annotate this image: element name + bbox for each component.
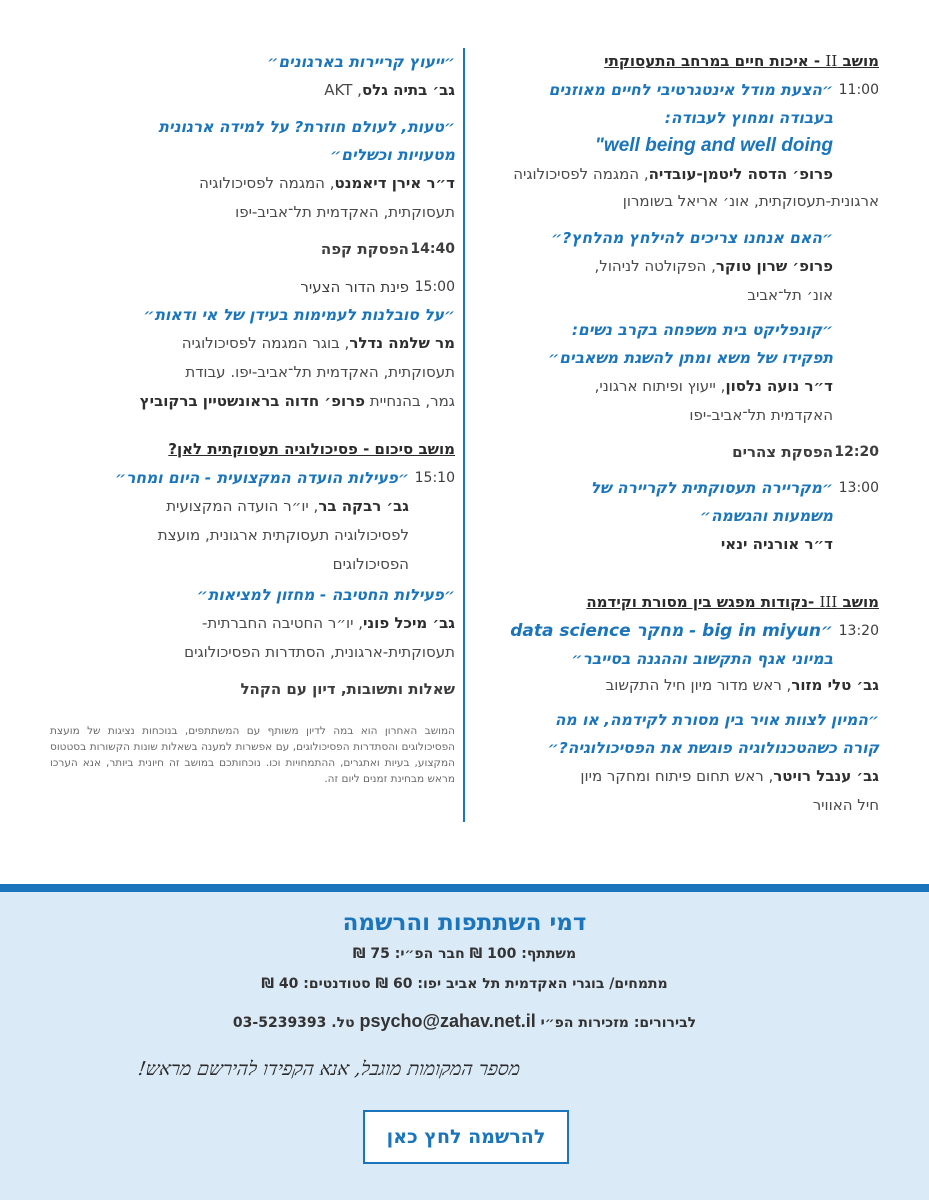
session-2-heading: מושב II - איכות חיים במרחב התעסוקתי [604, 52, 879, 70]
talk-11-speaker: גב׳ מיכל פוני, יו״ר החטיבה החברתית- [201, 614, 455, 632]
talk-1-title-line1: ״הצעת מודל אינטגרטיבי לחיים מאוזנים [548, 81, 833, 99]
session-3-heading: מושב III -נקודות מפגש בין מסורת וקידמה [586, 593, 879, 611]
talk-8 [50, 113, 455, 227]
talk-3-speaker: ד״ר נועה נלסון, ייעוץ ופיתוח ארגוני, [594, 377, 833, 395]
talk-5-speaker: גב׳ טלי מזור, ראש מדור מיון חיל התקשוב [605, 676, 879, 694]
talk-3-title-line2: תפקידו של משא ומתן להשגת משאבים״ [548, 349, 833, 367]
register-button[interactable]: להרשמה לחץ כאן [363, 1110, 569, 1164]
talk-6-affiliation: חיל האוויר [812, 796, 879, 814]
talk-4-title-line1: ״מקריירה תעסוקתית לקריירה של [590, 479, 833, 497]
talk-5-time: 13:20 [838, 623, 879, 639]
talk-1-time: 11:00 [838, 82, 879, 98]
talk-10-speaker: גב׳ רבקה בר, יו״ר הועדה המקצועית [166, 497, 409, 515]
talk-2-speaker: פרופ׳ שרון טוקר, הפקולטה לניהול, [594, 257, 833, 275]
talk-7-speaker: גב׳ בתיה גלס, AKT [324, 81, 455, 99]
talk-8-title-line1: ״טעות, לעולם חוזרת? על למידה ארגונית [158, 118, 455, 136]
talk-3-title-line1: ״קונפליקט בית משפחה בקרב נשים: [571, 321, 833, 339]
talk-7-title: ״ייעוץ קריירות בארגונים״ [267, 53, 455, 71]
talk-8-speaker: ד״ר אירן דיאמנט, המגמה לפסיכולוגיה [199, 174, 455, 192]
qa-label: שאלות ותשובות, דיון עם הקהל [240, 680, 455, 698]
lunch-label: הפסקת צהרים [732, 443, 833, 461]
talk-5-title-line1: ״big in miyun - מחקר data science [510, 621, 833, 641]
talk-6-title-line1: ״המיון לצוות אויר בין מסורת לקידמה, או מה [554, 711, 879, 729]
talk-5 [459, 617, 879, 673]
young-time: 15:00 [414, 279, 455, 295]
talk-10-title: ״פעילות הועדה המקצועית - היום ומחר״ [115, 469, 409, 487]
talk-10-affiliation: לפסיכולוגיה תעסוקתית ארגונית, מועצת [157, 526, 409, 544]
talk-4-speaker: ד״ר אורניה ינאי [720, 535, 833, 553]
talk-9-title: ״על סובלנות לעמימות בעידן של אי ודאות״ [143, 306, 455, 324]
talk-6-title-line2: קורה כשהטכנולוגיה פוגשת את הפסיכולוגיה?״ [547, 739, 879, 757]
left-column [50, 48, 455, 787]
talk-1-title-english: well being and well doing" [594, 135, 833, 156]
talk-1-speaker-affiliation: ארגונית-תעסוקתית, אונ׳ אריאל בשומרון [622, 192, 879, 210]
talk-10-time: 15:10 [414, 470, 455, 486]
talk-7 [50, 48, 455, 105]
talk-2 [459, 224, 833, 310]
talk-4-time: 13:00 [838, 480, 879, 496]
fees-title: דמי השתתפות והרשמה [342, 910, 587, 936]
talk-8-affiliation: תעסוקתית, האקדמית תל־אביב-יפו [235, 203, 455, 221]
column-divider [463, 48, 465, 822]
talk-1-title-line2: בעבודה ומחוץ לעבודה: [664, 109, 833, 127]
contact-phone: טל. 03-5239393 [232, 1015, 360, 1031]
talk-4 [459, 474, 879, 559]
summary-note: המושב האחרון הוא במה לדיון משותף עם המשתתפים, בנוכחות נציגות של מועצת הפסיכולוגים והסתדרות הפסיכולוגים, עם אפשרות למענה בשאלות שונות הקשורות בסטטוס המקצוע, בעיות ואתגרים, ההתמחויות וכו. נוכחותכם במושב זה חיונית ביותר, אנא הערכו מראש מבחינת זמנים ליום זה. [50, 725, 455, 785]
talk-3-affiliation: האקדמית תל־אביב-יפו [689, 406, 833, 424]
talk-9 [50, 301, 455, 416]
contact-line [0, 1011, 929, 1032]
talk-6-speaker: גב׳ ענבל רויטר, ראש תחום פיתוח ומחקר מיון [580, 767, 879, 785]
young-generation [50, 273, 455, 301]
lunch-time: 12:20 [834, 444, 879, 460]
talk-11 [50, 581, 455, 667]
talk-3 [459, 316, 833, 430]
talk-10-affiliation-2: הפסיכולוגים [332, 555, 409, 573]
fees-line-1: משתתף: 100 ₪ חבר הפ״י: 75 ₪ [352, 946, 577, 962]
talk-1-speaker: פרופ׳ הדסה ליטמן-עובדיה, המגמה לפסיכולוגיה [513, 165, 833, 183]
talk-11-title: ״פעילות החטיבה - מחזון למציאות״ [196, 586, 455, 604]
coffee-label: הפסקת קפה [320, 240, 409, 258]
limited-seats-note: מספר המקומות מוגבל, אנא הקפידו להירשם מראש! [136, 1058, 522, 1080]
talk-9-advisor: גמר, בהנחיית פרופ׳ חדוה בראונשטיין ברקוביץ [139, 392, 455, 410]
talk-2-title: ״האם אנחנו צריכים להילחץ מהלחץ?״ [551, 229, 833, 247]
talk-2-affiliation: אונ׳ תל־אביב [747, 286, 833, 304]
coffee-time: 14:40 [410, 241, 455, 257]
talk-8-title-line2: מטעויות וכשלים״ [330, 146, 455, 164]
contact-email[interactable]: psycho@zahav.net.il [359, 1011, 536, 1031]
session-summary-heading: מושב סיכום - פסיכולוגיה תעסוקתית לאן? [168, 440, 455, 458]
talk-1 [459, 76, 879, 189]
talk-4-title-line2: משמעות והגשמה״ [699, 507, 833, 525]
right-column [459, 48, 879, 820]
contact-label: לבירורים: מזכירות הפ״י [535, 1015, 697, 1031]
talk-9-speaker: מר שלמה נדלר, בוגר המגמה לפסיכולוגיה [181, 334, 455, 352]
footer-top-rule [0, 884, 929, 892]
lunch-break [459, 438, 879, 466]
talk-9-affiliation: תעסוקתית, האקדמית תל־אביב-יפו. עבודת [185, 363, 455, 381]
talk-5-title-line2: במיוני אגף התקשוב וההגנה בסייבר״ [571, 650, 833, 668]
talk-11-affiliation: תעסוקתית-ארגונית, הסתדרות הפסיכולוגים [184, 643, 455, 661]
fees-line-2: מתמחים/ בוגרי האקדמית תל אביב יפו: 60 ₪ סטודנטים: 40 ₪ [261, 976, 668, 992]
young-label: פינת הדור הצעיר [300, 278, 409, 296]
coffee-break [50, 235, 455, 263]
talk-6 [459, 706, 879, 820]
talk-10 [50, 464, 455, 579]
